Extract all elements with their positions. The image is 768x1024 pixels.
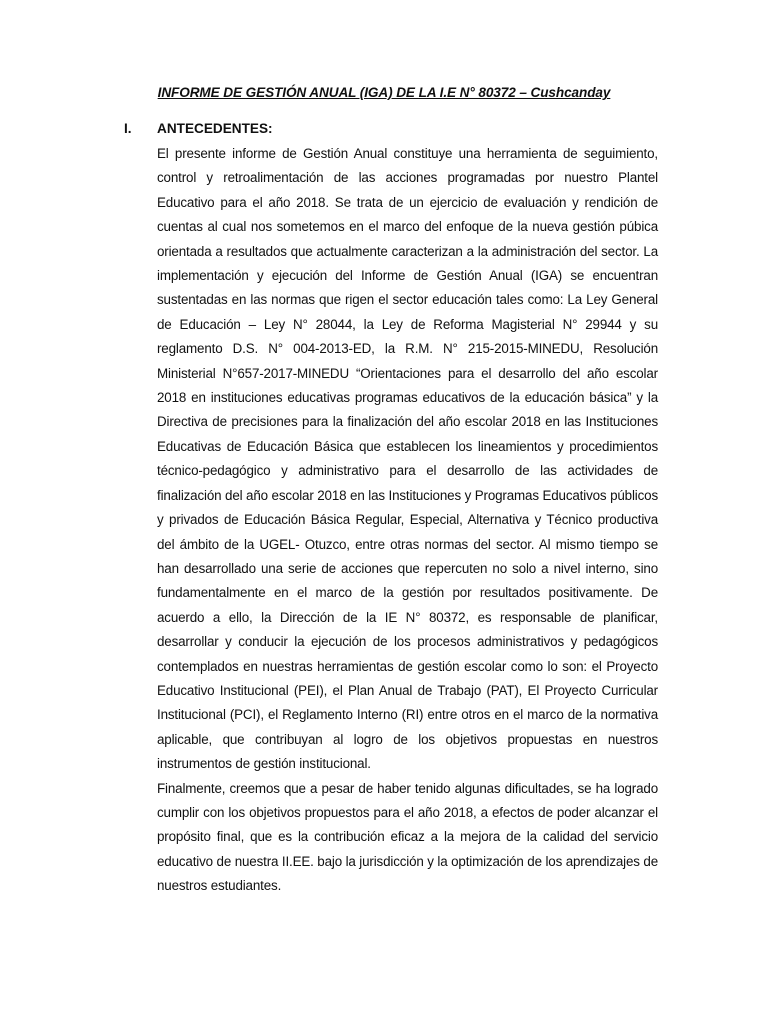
paragraph-2: Finalmente, creemos que a pesar de haber tenido algunas dificultades, se ha logrado cumplir con los objetivos propuestos para el año 2018, a efectos de poder alcanzar el propósito final, que es la contribución eficaz a la mejora de la calidad del servicio educativo de nuestra II.EE. bajo la jurisdicción y la optimización de los aprendizajes de nuestros estudiantes.	[157, 780, 658, 894]
section-number: I.	[124, 121, 132, 136]
section-title: ANTECEDENTES:	[157, 121, 273, 136]
document-title: INFORME DE GESTIÓN ANUAL (IGA) DE LA I.E N° 80372 – Cushcanday	[157, 85, 611, 100]
section-body	[157, 142, 658, 899]
paragraph-1: El presente informe de Gestión Anual constituye una herramienta de seguimiento, control y retroalimentación de las acciones programadas por nuestro Plantel Educativo para el año 2018. Se trata de un ejercicio de evaluación y rendición de cuentas al cual nos sometemos en el marco del enfoque de la nueva gestión púbica orientada a resultados que actualmente caracterizan a la administración del sector. La implementación y ejecución del Informe de Gestión Anual (IGA) se encuentran sustentadas en las normas que rigen el sector educación tales como: La Ley General de Educación – Ley N° 28044, la Ley de Reforma Magisterial N° 29944 y su reglamento D.S. N° 004-2013-ED, la R.M. N° 215-2015-MINEDU, Resolución Ministerial N°657-2017-MINEDU “Orientaciones para el desarrollo del año escolar 2018 en instituciones educativas programas educativos de la educación básica” y la Directiva de precisiones para la finalización del año escolar 2018 en las Instituciones Educativas de Educación Básica que establecen los lineamientos y procedimientos técnico-pedagógico y administrativo para el desarrollo de las actividades de finalización del año escolar 2018 en las Instituciones y Programas Educativos públicos y privados de Educación Básica Regular, Especial, Alternativa y Técnico productiva del ámbito de la UGEL- Otuzco, entre otras normas del sector. Al mismo tiempo se han desarrollado una serie de acciones que repercuten no solo a nivel interno, sino fundamentalmente en el marco de la gestión por resultados positivamente. De acuerdo a ello, la Dirección de la IE N° 80372, es responsable de planificar, desarrollar y conducir la ejecución de los procesos administrativos y pedagógicos contemplados en nuestras herramientas de gestión escolar como lo son: el Proyecto Educativo Institucional (PEI), el Plan Anual de Trabajo (PAT), El Proyecto Curricular Institucional (PCI), el Reglamento Interno (RI) entre otros en el marco de la normativa aplicable, que contribuyan al logro de los objetivos propuestas en nuestros instrumentos de gestión institucional.	[157, 146, 658, 772]
section-heading	[124, 121, 273, 136]
